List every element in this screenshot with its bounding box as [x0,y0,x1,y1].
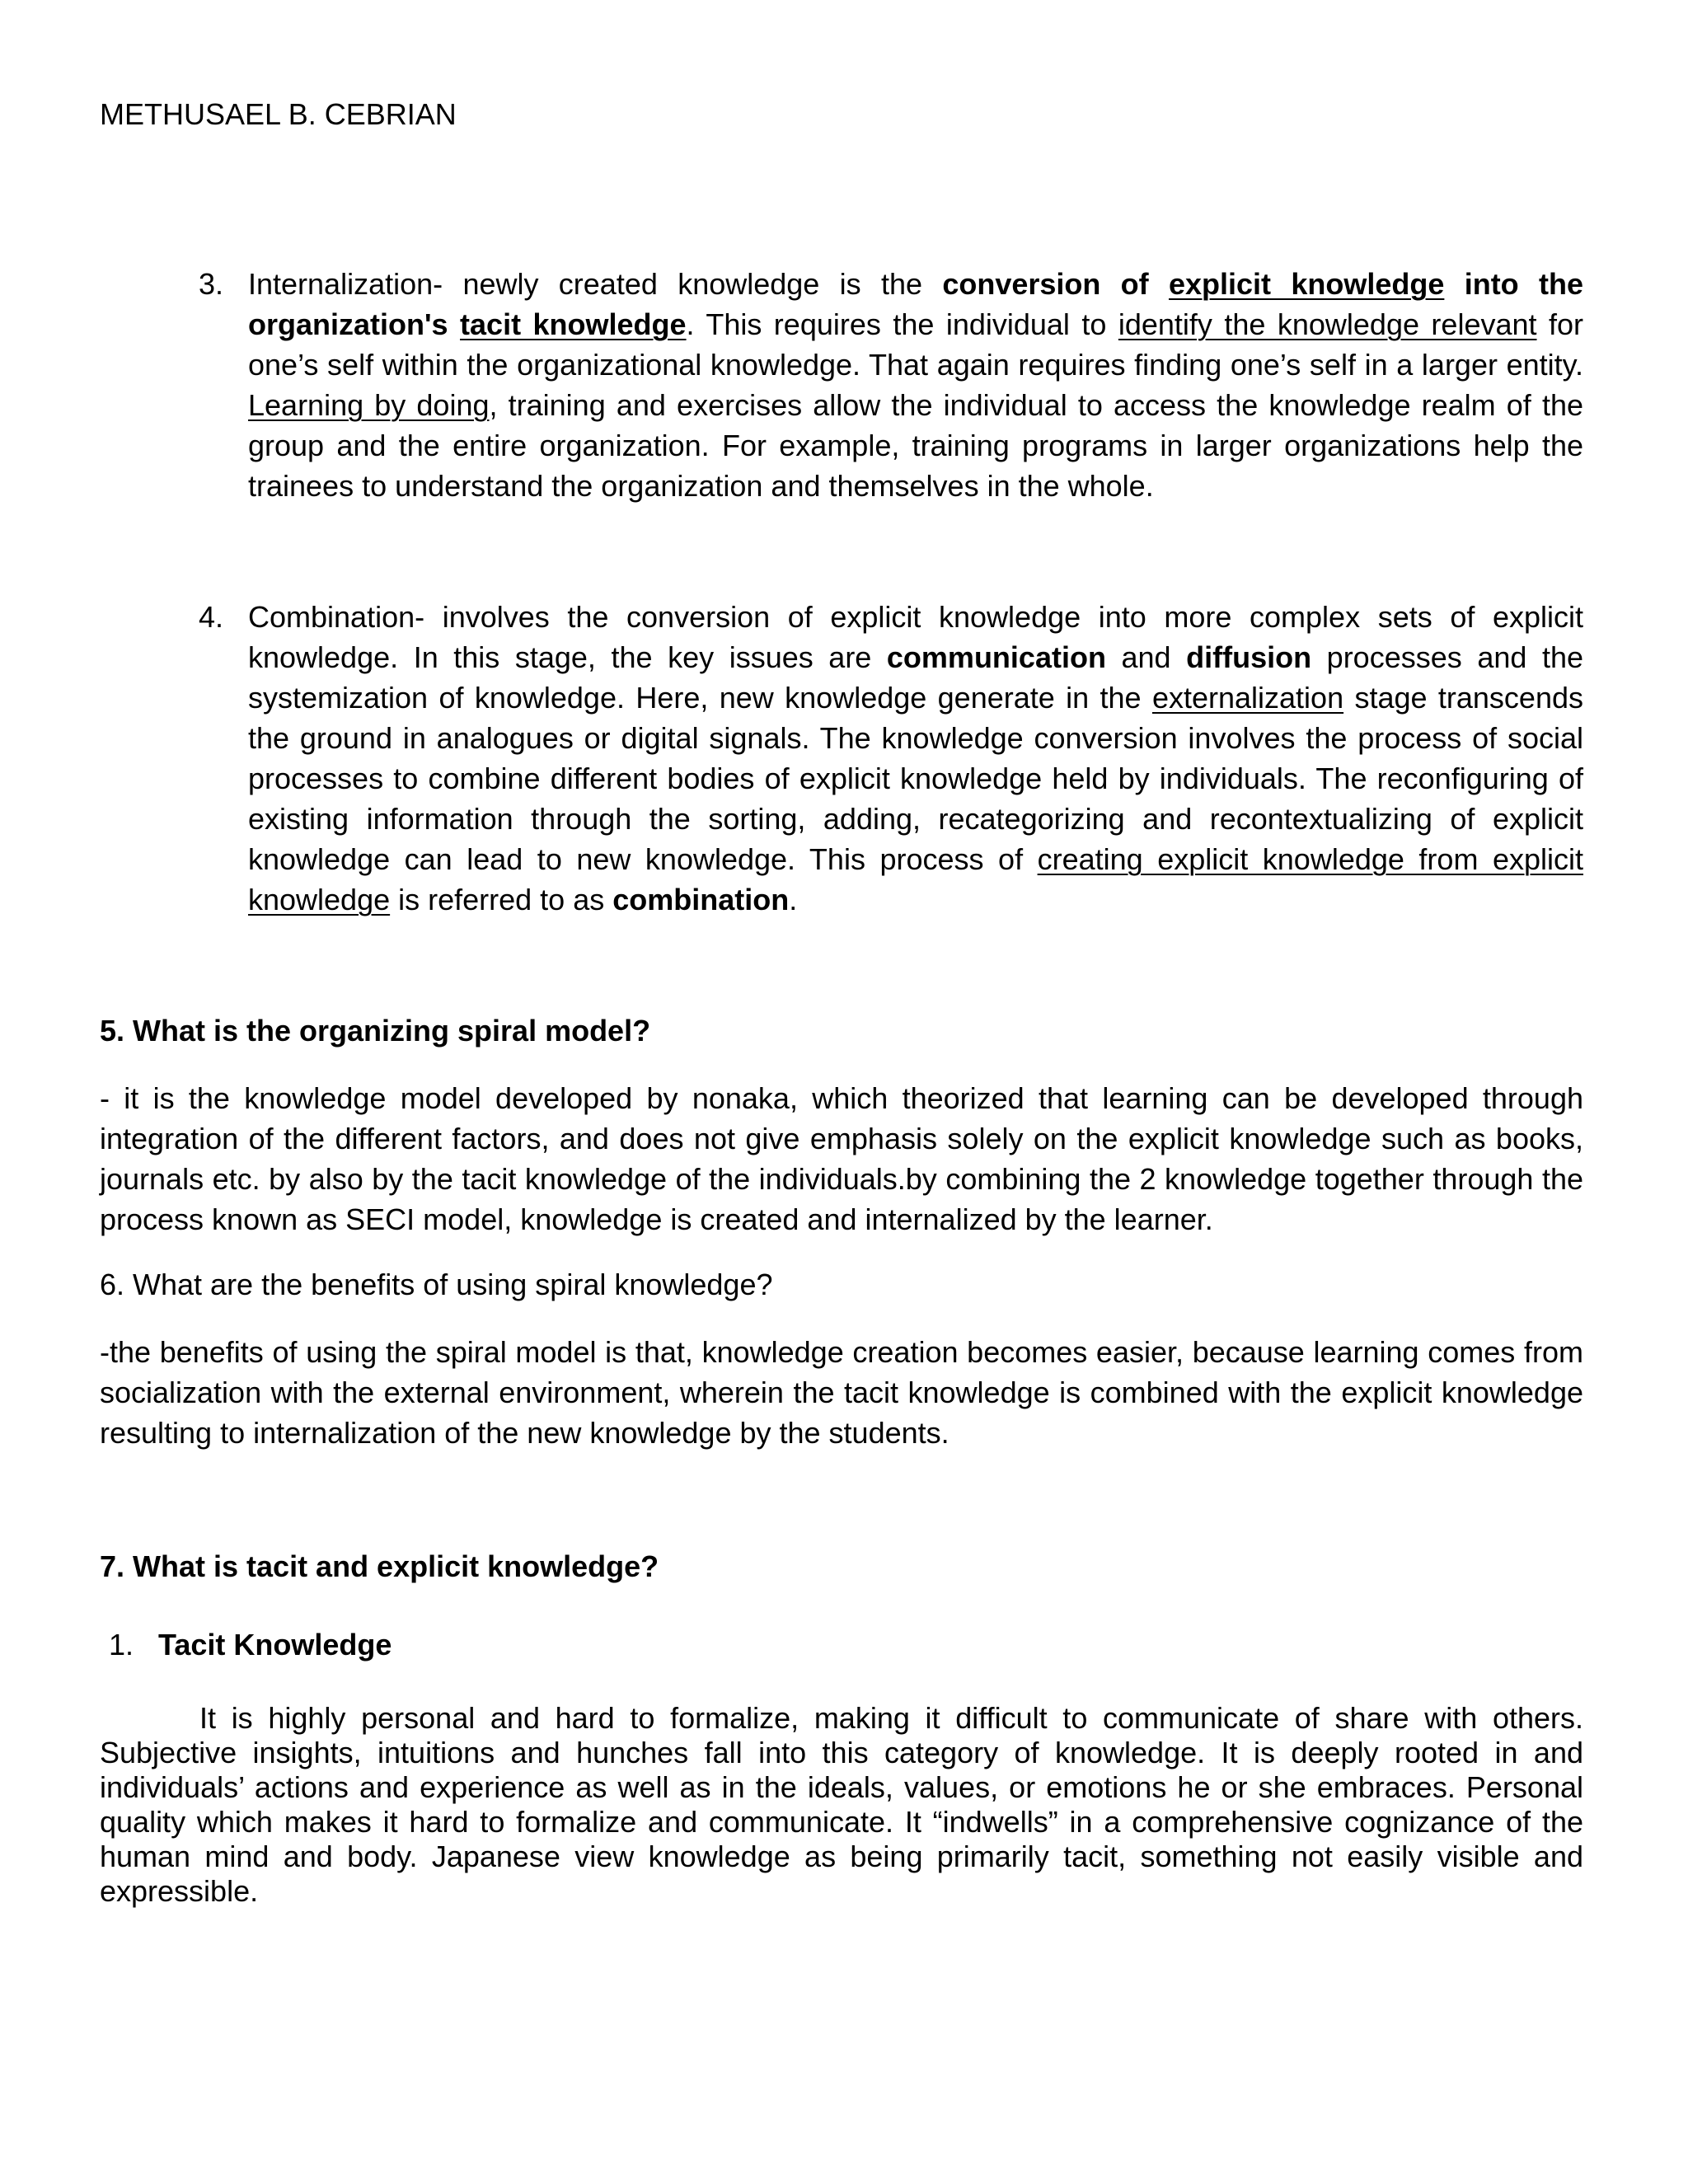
text-segment: . [789,883,798,916]
emphasized-text: externalization [1151,681,1344,715]
sub-number: 1. [109,1628,134,1661]
emphasized-text: into the organization's [248,267,1583,341]
text-segment: stage transcends the ground in analogues or digital signals. The knowledge conversion involves the process of social processes to combine different bodies of explicit knowledge held by individuals. The reconfiguring of existing information through the sorting, adding, recategorizing and recontextualizing of explicit knowledge can lead to new knowledge. This process of [248,681,1584,876]
emphasized-text: identify the knowledge relevant [1118,307,1537,341]
list-item-text [248,264,1583,506]
sub-title: Tacit Knowledge [158,1628,392,1661]
emphasized-text: creating explicit knowledge from explicit knowledge [248,842,1583,916]
list-number: 3. [199,267,224,301]
text-segment: , training and exercises allow the individual to access the knowledge realm of the group and the entire organization. For example, training programs in larger organizations help the trainees to understand the organization and themselves in the whole. [248,388,1583,503]
question-6-heading: 6. What are the benefits of using spiral knowledge? [100,1268,773,1301]
question-7-heading: 7. What is tacit and explicit knowledge? [100,1549,659,1583]
emphasized-text: combination [612,883,790,916]
emphasized-text: explicit knowledge [1168,267,1445,301]
emphasized-text: tacit knowledge [460,307,687,341]
list-item-combination [199,597,1583,920]
list-item-internalization [199,264,1583,506]
author-name: METHUSAEL B. CEBRIAN [100,97,457,131]
text-segment: for one’s self within the organizational knowledge. That again requires finding one’s self in a larger entity. [248,307,1583,382]
list-number: 4. [199,600,224,634]
list-item-text [248,597,1583,920]
text-segment: processes and the systemization of knowledge. Here, new knowledge generate in the [248,640,1583,715]
tacit-knowledge-body: It is highly personal and hard to formalize, making it difficult to communicate of share with others. Subjective insights, intuitions and hunches fall into this category of knowledge. It is deeply rooted in and individuals’ actions and experience as well as in the ideals, values, or emotions he or she embraces. Personal quality which makes it hard to formalize and communicate. It “indwells” in a comprehensive cognizance of the human mind and body. Japanese view knowledge as being primarily tacit, something not easily visible and expressible. [100,1701,1583,1908]
emphasized-text: conversion of [942,267,1169,301]
text-segment: Combination- involves the conversion of explicit knowledge into more complex sets of explicit knowledge. In this stage, the key issues are [248,600,1583,674]
subheading-tacit [109,1628,1592,1662]
text-segment: . This requires the individual to [686,307,1118,341]
emphasized-text: diffusion [1186,640,1312,674]
emphasized-text: Learning by doing [248,388,490,422]
emphasized-text: communication [886,640,1106,674]
text-segment: and [1105,640,1187,674]
question-5-answer: - it is the knowledge model developed by nonaka, which theorized that learning can be developed through integration of the different factors, and does not give emphasis solely on the explicit knowledge such as books, journals etc. by also by the tacit knowledge of the individuals.by combining the 2 knowledge together through the process known as SECI model, knowledge is created and internalized by the learner. [100,1081,1583,1236]
question-5-heading: 5. What is the organizing spiral model? [100,1014,651,1047]
text-segment: Internalization- newly created knowledge is the [248,267,943,301]
question-6-answer: -the benefits of using the spiral model is that, knowledge creation becomes easier, because learning comes from socialization with the external environment, wherein the tacit knowledge is combined with the explicit knowledge resulting to internalization of the new knowledge by the students. [100,1335,1583,1450]
text-segment: is referred to as [390,883,613,916]
